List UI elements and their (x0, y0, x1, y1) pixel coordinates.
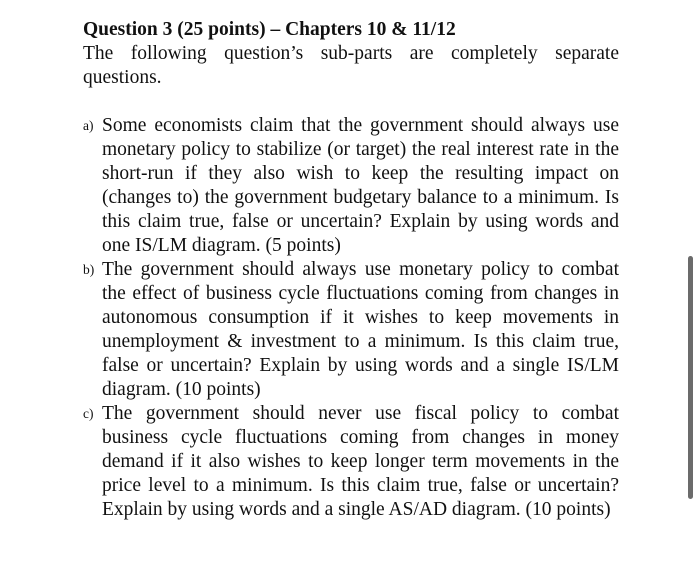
sub-part-marker: a) (83, 118, 94, 133)
question-intro: The following question’s sub-parts are completely separate questions. (83, 43, 619, 88)
sub-part-c (83, 402, 619, 522)
question-title: Question 3 (25 points) – Chapters 10 & 11/12 (83, 19, 456, 40)
sub-part-b (83, 258, 619, 402)
sub-part-text: The government should never use fiscal policy to combat business cycle fluctuations coming from changes in money demand if it also wishes to keep longer term movements in the price level to a minimum. Is this claim true, false or uncertain? Explain by using words and a single AS/AD diagram. (10 points) (102, 403, 619, 520)
sub-part-text: The government should always use monetary policy to combat the effect of business cycle fluctuations coming from changes in autonomous consumption if it wishes to keep movements in unemployment & investment to a minimum. Is this claim true, false or uncertain? Explain by using words and a single IS/LM diagram. (10 points) (102, 259, 619, 400)
sub-part-marker: c) (83, 406, 94, 421)
sub-part-a (83, 114, 619, 258)
sub-part-marker: b) (83, 262, 95, 277)
sub-part-text: Some economists claim that the government should always use monetary policy to stabilize (or target) the real interest rate in the short-run if they also wish to keep the resulting impact on (changes to) the government budgetary balance to a minimum. Is this claim true, false or uncertain? Explain by using words and one IS/LM diagram. (5 points) (102, 115, 619, 256)
vertical-scrollbar[interactable] (688, 256, 693, 499)
document-page (83, 18, 619, 522)
sub-parts-list (83, 114, 619, 522)
